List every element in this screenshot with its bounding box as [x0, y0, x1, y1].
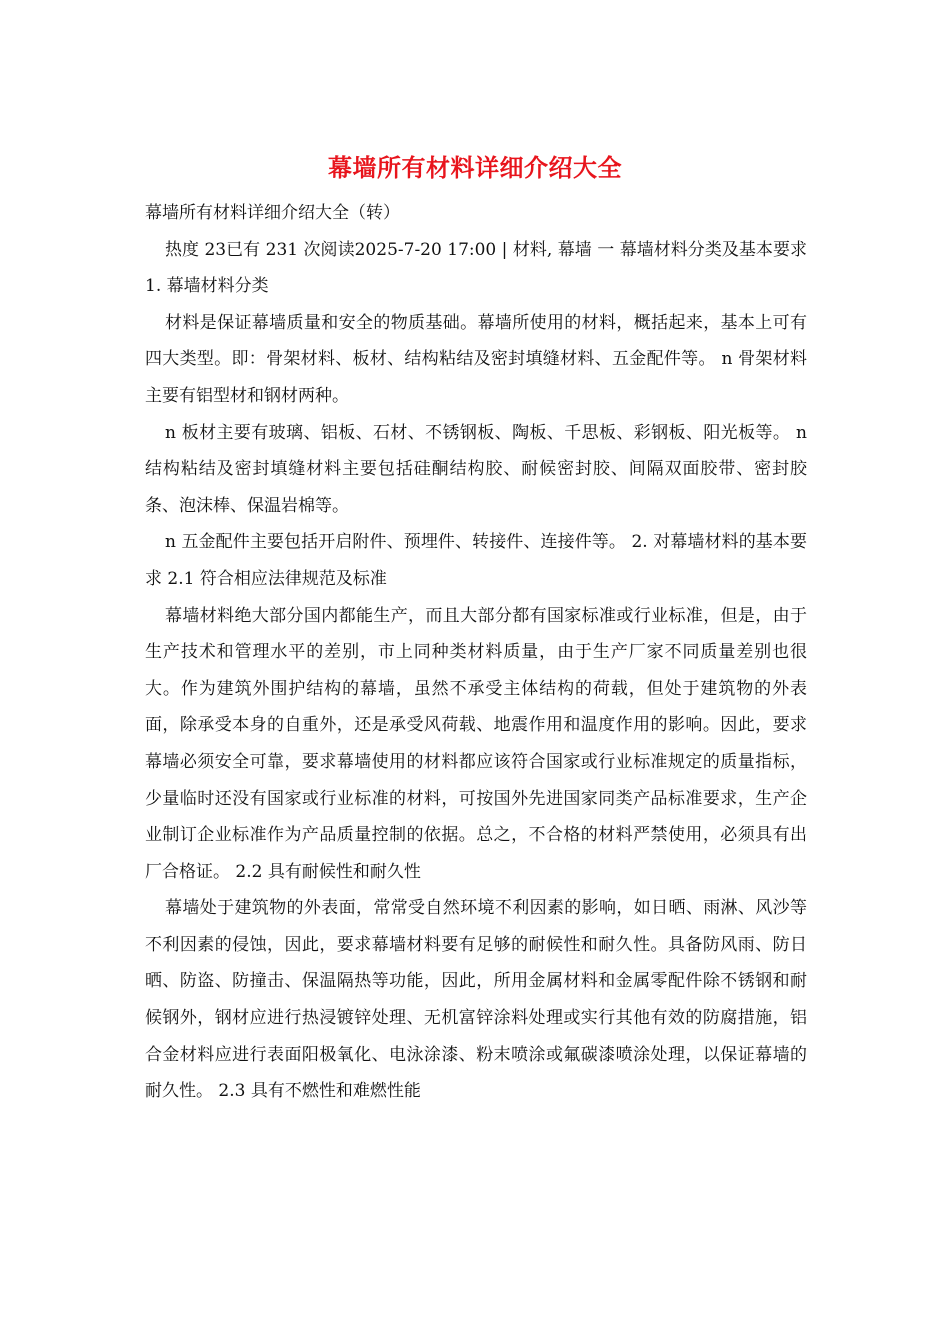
document-body: [145, 195, 807, 1110]
paragraph: 幕墙材料绝大部分国内都能生产，而且大部分都有国家标准或行业标准，但是，由于生产技术和管理水平的差别，市上同种类材料质量，由于生产厂家不同质量差别也很大。作为建筑外围护结构的幕墙，虽然不承受主体结构的荷载，但处于建筑物的外表面，除承受本身的自重外，还是承受风荷载、地震作用和温度作用的影响。因此，要求幕墙必须安全可靠，要求幕墙使用的材料都应该符合国家或行业标准规定的质量指标，少量临时还没有国家或行业标准的材料，可按国外先进国家同类产品标准要求，生产企业制订企业标准作为产品质量控制的依据。总之，不合格的材料严禁使用，必须具有出厂合格证。 2.2 具有耐候性和耐久性: [145, 605, 807, 882]
paragraph: 幕墙处于建筑物的外表面，常常受自然环境不利因素的影响，如日晒、雨淋、风沙等不利因素的侵蚀，因此，要求幕墙材料要有足够的耐候性和耐久性。具备防风雨、防日晒、防盗、防撞击、保温隔热等功能，因此，所用金属材料和金属零配件除不锈钢和耐候钢外，钢材应进行热浸镀锌处理、无机富锌涂料处理或实行其他有效的防腐措施，铝合金材料应进行表面阳极氧化、电泳涂漆、粉末喷涂或氟碳漆喷涂处理，以保证幕墙的耐久性。 2.3 具有不燃性和难燃性能: [145, 898, 807, 1102]
paragraph-subtitle: 幕墙所有材料详细介绍大全（转）: [145, 203, 400, 223]
document-title: 幕墙所有材料详细介绍大全: [328, 153, 622, 182]
paragraph-meta: 热度 23已有 231 次阅读2025-7-20 17:00 | 材料, 幕墙 一 幕墙材料分类及基本要求 1. 幕墙材料分类: [145, 239, 807, 297]
paragraph: n 五金配件主要包括开启附件、预埋件、转接件、连接件等。 2. 对幕墙材料的基本要求 2.1 符合相应法律规范及标准: [145, 532, 807, 589]
paragraph: 材料是保证幕墙质量和安全的物质基础。幕墙所使用的材料，概括起来，基本上可有四大类型。即：骨架材料、板材、结构粘结及密封填缝材料、五金配件等。 n 骨架材料主要有铝型材和钢材两种。: [145, 312, 807, 406]
paragraph: n 板材主要有玻璃、铝板、石材、不锈钢板、陶板、千思板、彩钢板、阳光板等。 n 结构粘结及密封填缝材料主要包括硅酮结构胶、耐候密封胶、间隔双面胶带、密封胶条、泡沫棒、保温岩棉等。: [145, 422, 807, 516]
